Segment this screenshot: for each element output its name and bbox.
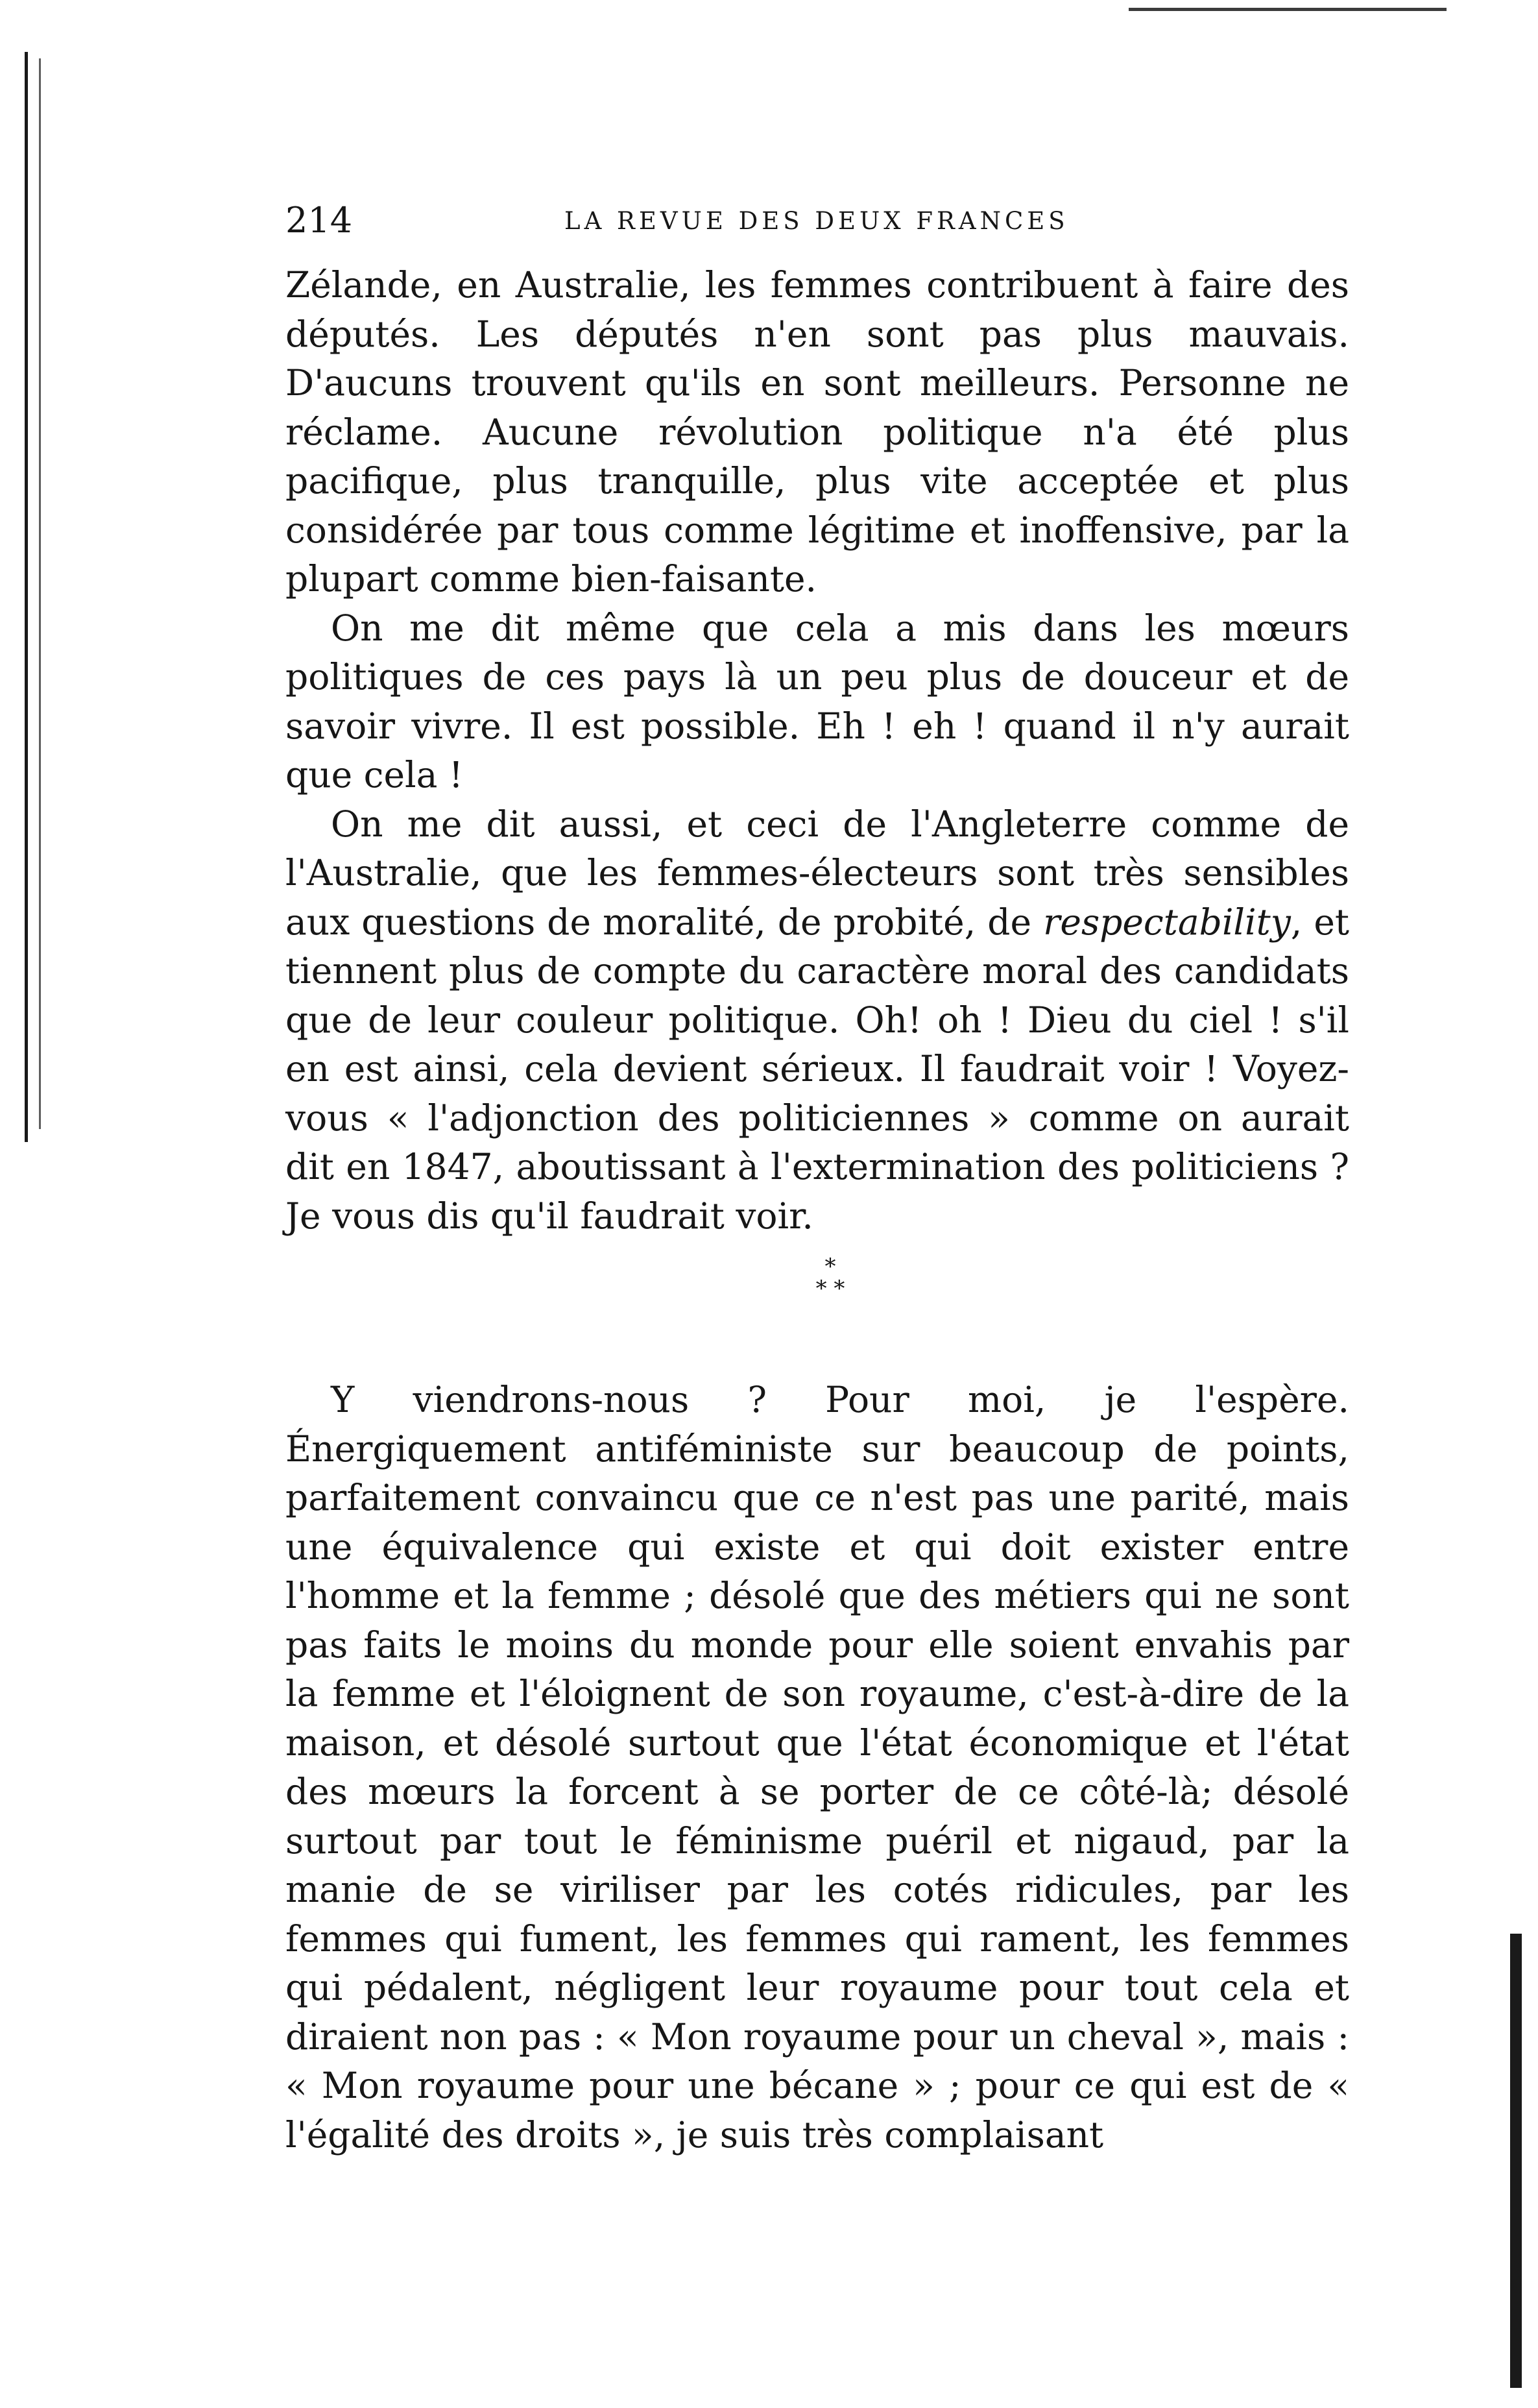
- asterism-top: *: [824, 1254, 836, 1280]
- page-number: 214: [285, 200, 353, 241]
- paragraph-text-before: On me dit aussi, et ceci de l'Angleterre comme de l'Australie, que les femmes-électeurs sont très sensibles aux questions de moralité, de probité, de: [285, 803, 1349, 943]
- scan-edge-left-inner: [39, 58, 41, 1129]
- scan-edge-top: [1129, 8, 1447, 11]
- scan-edge-left: [25, 52, 28, 1142]
- italic-term: respectability: [1043, 901, 1291, 943]
- paragraph-text-after: , et tiennent plus de compte du caractère moral des candidats que de leur couleur politique. Oh! oh ! Dieu du ciel ! s'il en est ainsi, cela devient sérieux. Il faudrait voir ! Voyez-vous « l'adjonction des politiciennes » comme on aurait dit en 1847, aboutissant à l'extermination des politiciens ? Je vous dis qu'il faudrait voir.: [285, 901, 1349, 1237]
- text-block-upper: [285, 261, 1349, 1241]
- asterism-bottom: * *: [815, 1276, 845, 1302]
- scan-edge-right: [1510, 1934, 1522, 2388]
- paragraph-continuation: Zélande, en Australie, les femmes contribuent à faire des députés. Les députés n'en sont pas plus mauvais. D'aucuns trouvent qu'ils en sont meilleurs. Personne ne réclame. Aucune révolution politique n'a été plus pacifique, plus tranquille, plus vite acceptée et plus considérée par tous comme légitime et inoffensive, par la plupart comme bien-faisante.: [285, 264, 1349, 600]
- paragraph-moeurs: On me dit même que cela a mis dans les mœurs politiques de ces pays là un peu plus de douceur et de savoir vivre. Il est possible. Eh ! eh ! quand il n'y aurait que cela !: [285, 607, 1349, 796]
- text-block-lower: [285, 1376, 1349, 2159]
- paragraph-viendrons-nous: Y viendrons-nous ? Pour moi, je l'espère. Énergiquement antiféministe sur beaucoup de points, parfaitement convaincu que ce n'est pas une parité, mais une équivalence qui existe et qui doit exister entre l'homme et la femme ; désolé que des métiers qui ne sont pas faits le moins du monde pour elle soient envahis par la femme et l'éloignent de son royaume, c'est-à-dire de la maison, et désolé surtout que l'état économique et l'état des mœurs la forcent à se porter de ce côté-là; désolé surtout par tout le féminisme puéril et nigaud, par la manie de se viriliser par les cotés ridicules, par les femmes qui fument, les femmes qui rament, les femmes qui pédalent, négligent leur royaume pour tout cela et diraient non pas : « Mon royaume pour un cheval », mais : « Mon royaume pour une bécane » ; pour ce qui est de « l'égalité des droits », je suis très complaisant: [285, 1379, 1349, 2156]
- journal-title: LA REVUE DES DEUX FRANCES: [564, 207, 1069, 235]
- running-header: [285, 195, 1349, 247]
- paragraph-femmes-electeurs: [285, 800, 1349, 1241]
- section-break-asterism: [791, 1256, 869, 1320]
